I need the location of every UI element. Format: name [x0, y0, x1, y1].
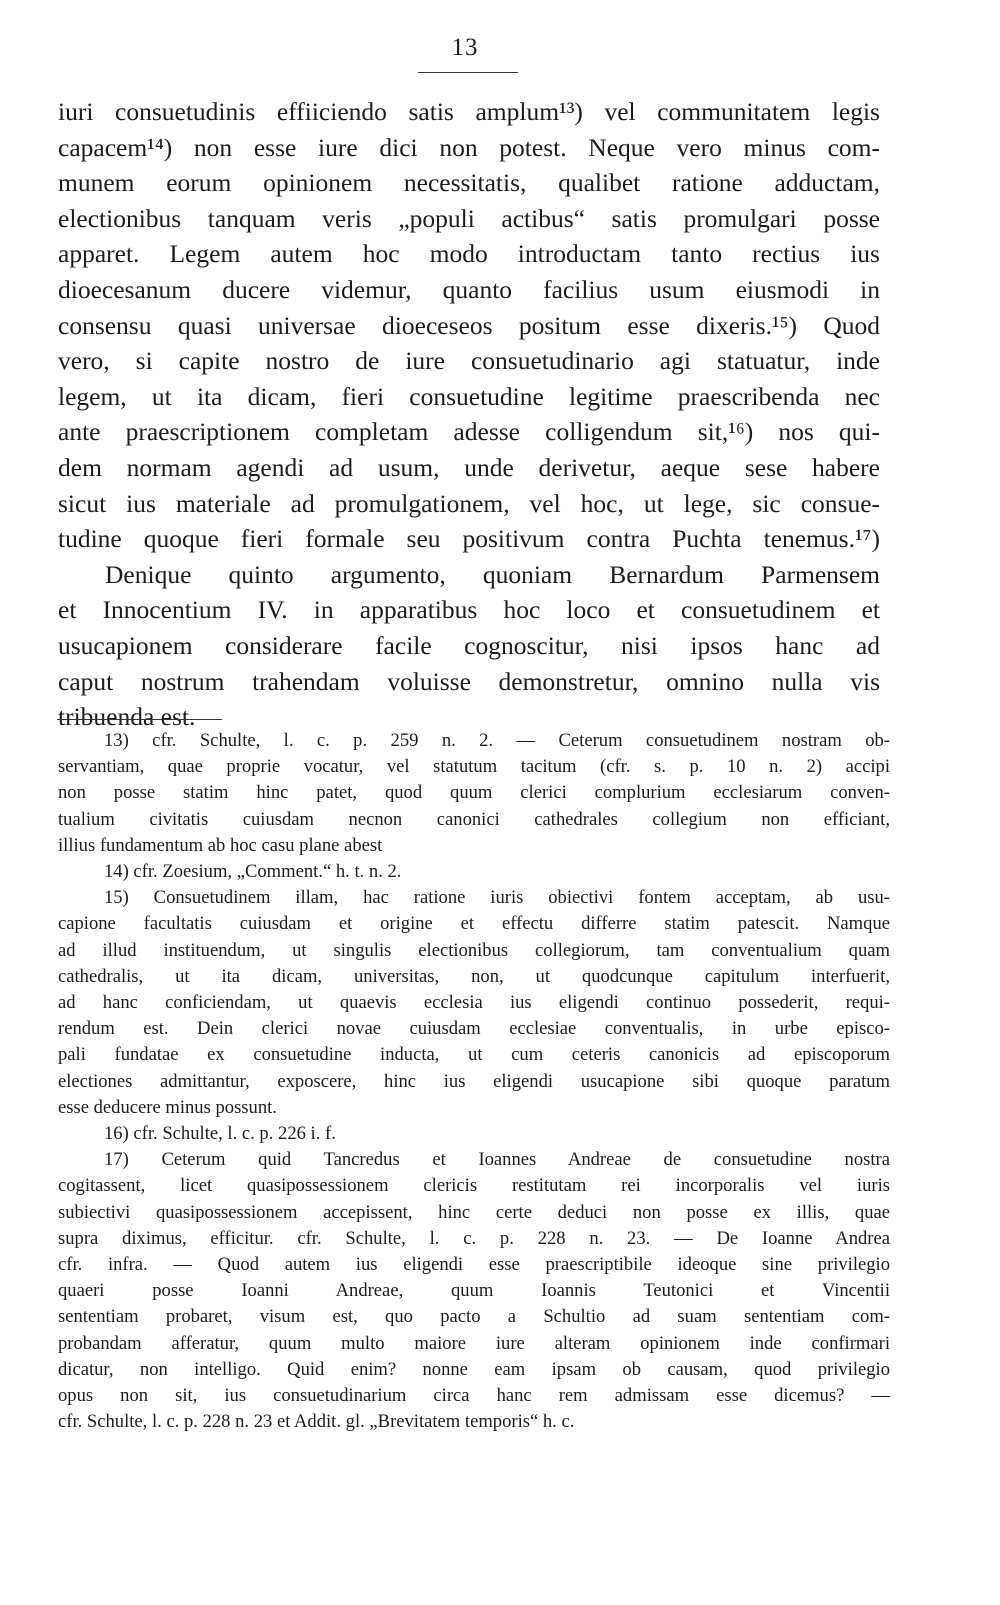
main-text-line: dem normam agendi ad usum, unde derivetur, aeque sese habere [58, 453, 880, 482]
footnote-line: rendum est. Dein clerici novae cuiusdam ecclesiae conventualis, in urbe episco- [58, 1018, 890, 1040]
footnote-line: cogitassent, licet quasipossessionem clericis restitutam rei incorporalis vel iuris [58, 1175, 890, 1197]
main-text-line: et Innocentium IV. in apparatibus hoc loco et consuetudinem et [58, 595, 880, 625]
footnote-line: pali fundatae ex consuetudine inducta, ut cum ceteris canonicis ad episcoporum [58, 1044, 890, 1066]
footnote-line: supra diximus, efficitur. cfr. Schulte, l. c. p. 228 n. 23. — De Ioanne Andrea [58, 1227, 890, 1249]
footnote-line: servantiam, quae proprie vocatur, vel statutum tacitum (cfr. s. p. 10 n. 2) accipi [58, 756, 890, 778]
footnote-line: illius fundamentum ab hoc casu plane abest [58, 834, 383, 856]
footnote-separator [57, 719, 222, 720]
main-text-line: ante praescriptionem completam adesse colligendum sit,¹⁶) nos qui- [58, 417, 880, 447]
footnote-line: 14) cfr. Zoesium, „Comment.“ h. t. n. 2. [104, 861, 402, 882]
footnote-line: cfr. infra. — Quod autem ius eligendi esse praescriptibile ideoque sine privilegio [58, 1254, 890, 1275]
page-number: 13 [451, 34, 479, 61]
main-text-line: Denique quinto argumento, quoniam Bernardum Parmensem [105, 559, 880, 589]
main-text-line: tudine quoque fieri formale seu positivum contra Puchta tenemus.¹⁷) [58, 524, 880, 554]
main-text-line: iuri consuetudinis effiiciendo satis amplum¹³) vel communitatem legis [58, 97, 880, 126]
footnote-line: ad illud instituendum, ut singulis electionibus collegiorum, tam conventualium quam [58, 939, 890, 961]
footnote-line: subiectivi quasipossessionem accepissent, hinc certe deduci non posse ex illis, quae [58, 1201, 890, 1223]
footnote-line: capione facultatis cuiusdam et origine et effectu differre statim patescit. Namque [58, 913, 890, 935]
main-text-line: consensu quasi universae dioeceseos positum esse dixeris.¹⁵) Quod [58, 310, 880, 340]
main-text-line: usucapionem considerare facile cognoscitur, nisi ipsos hanc ad [58, 631, 880, 660]
footnote-line: cathedralis, ut ita dicam, universitas, non, ut quodcunque capitulum interfuerit, [58, 965, 890, 987]
main-text-line: caput nostrum trahendam voluisse demonstretur, omnino nulla vis [58, 666, 880, 696]
footnote-line: cfr. Schulte, l. c. p. 228 n. 23 et Addit. gl. „Brevitatem temporis“ h. c. [58, 1411, 575, 1433]
footnote-line: probandam afferatur, quum multo maiore iure alteram opinionem inde confirmari [58, 1332, 890, 1354]
footnote-line: sententiam probaret, visum est, quo pacto a Schultio ad suam sententiam com- [58, 1306, 890, 1328]
footnote-line: quaeri posse Ioanni Andreae, quum Ioannis Teutonici et Vincentii [58, 1280, 890, 1302]
page-number-rule [418, 72, 518, 73]
main-text-line: sicut ius materiale ad promulgationem, vel hoc, ut lege, sic consue- [58, 488, 880, 518]
footnote-line: ad hanc conficiendam, ut quaevis ecclesia ius eligendi continuo possederit, requi- [58, 992, 890, 1013]
main-text-line: vero, si capite nostro de iure consuetudinario agi statuatur, inde [58, 346, 880, 376]
main-text-line: dioecesanum ducere videmur, quanto facilius usum eiusmodi in [58, 275, 880, 304]
footnote-line: 17) Ceterum quid Tancredus et Ioannes Andreae de consuetudine nostra [104, 1149, 890, 1171]
footnote-line: non posse statim hinc patet, quod quum clerici complurium ecclesiarum conven- [58, 782, 890, 804]
footnote-line: dicatur, non intelligo. Quid enim? nonne eam ipsam ob causam, quod privilegio [58, 1358, 890, 1380]
footnote-line: tualium civitatis cuiusdam necnon canonici cathedrales collegium non efficiant, [58, 808, 890, 830]
main-text-line: electionibus tanquam veris „populi actibus“ satis promulgari posse [58, 203, 880, 233]
main-text-line: legem, ut ita dicam, fieri consuetudine legitime praescribenda nec [58, 381, 880, 411]
main-text-line: munem eorum opinionem necessitatis, qualibet ratione adductam, [58, 168, 880, 198]
footnote-line: 16) cfr. Schulte, l. c. p. 226 i. f. [104, 1123, 336, 1144]
main-text-line: capacem¹⁴) non esse iure dici non potest. Neque vero minus com- [58, 132, 880, 162]
main-text-line: apparet. Legem autem hoc modo introductam tanto rectius ius [58, 239, 880, 269]
footnote-line: 15) Consuetudinem illam, hac ratione iuris obiectivi fontem acceptam, ab usu- [104, 887, 890, 909]
main-text-line: tribuenda est. [58, 702, 196, 732]
footnote-line: opus non sit, ius consuetudinarium circa hanc rem admissam esse dicemus? — [58, 1385, 890, 1406]
footnote-line: 13) cfr. Schulte, l. c. p. 259 n. 2. — Ceterum consuetudinem nostram ob- [104, 730, 890, 751]
footnote-line: electiones admittantur, exposcere, hinc ius eligendi usucapione sibi quoque paratum [58, 1070, 890, 1092]
footnote-line: esse deducere minus possunt. [58, 1096, 277, 1118]
